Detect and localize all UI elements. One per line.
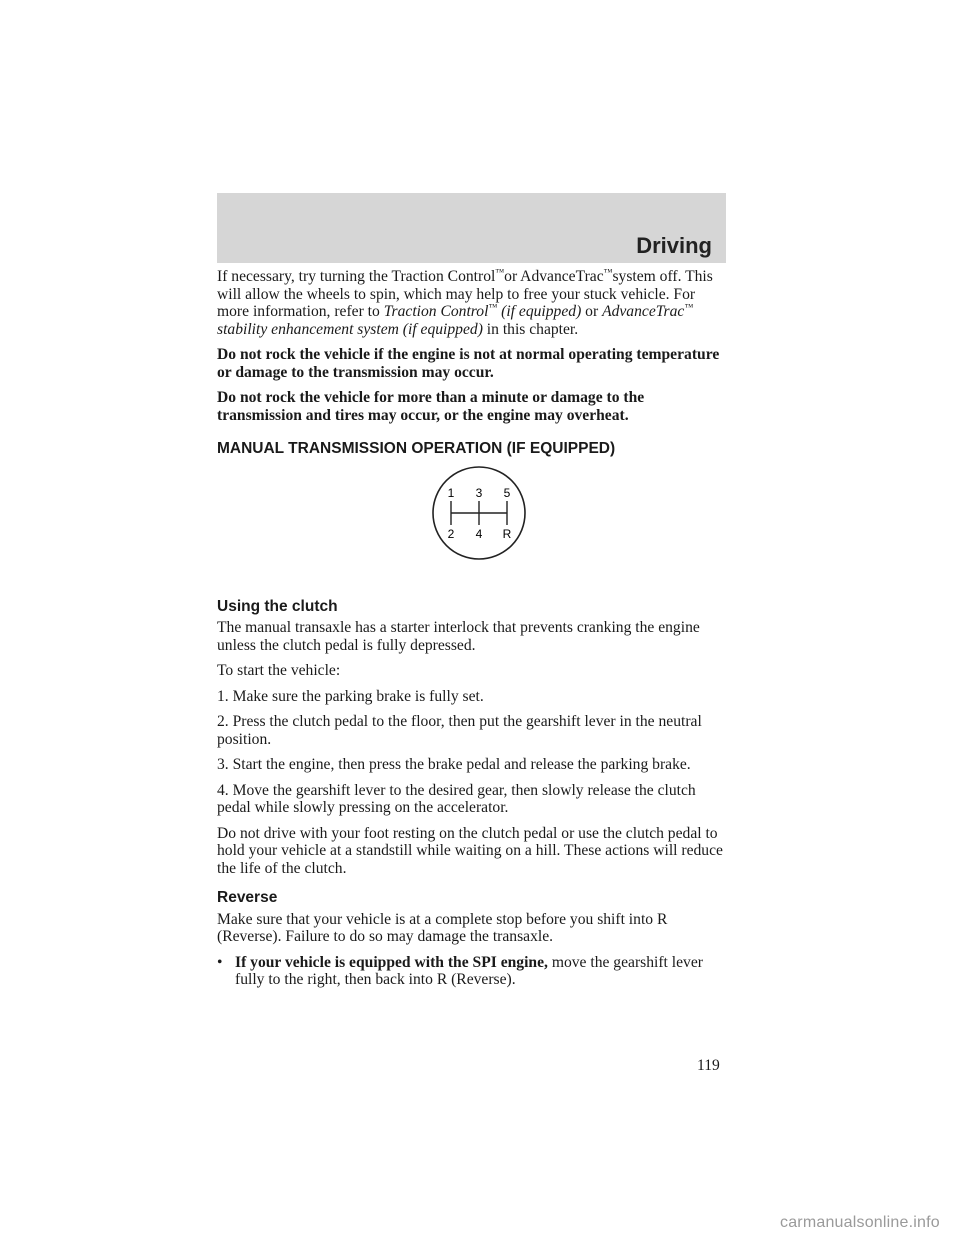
text: or AdvanceTrac [504, 268, 604, 285]
text: or [581, 303, 603, 320]
traction-paragraph [217, 268, 727, 338]
shift-knob-icon [430, 464, 530, 564]
trademark-symbol: ™ [495, 266, 505, 277]
reverse-text: Make sure that your vehicle is at a complete stop before you shift into R (Reverse). Failure to do so may damage the transaxle. [217, 910, 668, 945]
watermark[interactable]: carmanualsonline.info [780, 1214, 940, 1231]
step-2: 2. Press the clutch pedal to the floor, then put the gearshift lever in the neutral position. [217, 713, 702, 748]
shift-pattern-diagram [217, 458, 727, 598]
warning-temperature: Do not rock the vehicle if the engine is not at normal operating temperature or damage to the transmission may occur. [217, 346, 720, 381]
gear-label: 4 [475, 526, 483, 541]
text: in this chapter. [482, 320, 579, 338]
page-content [217, 268, 727, 997]
gear-label: 3 [475, 485, 483, 500]
step-3: 3. Start the engine, then press the brake pedal and release the parking brake. [217, 756, 691, 773]
ref-advancetrac: AdvanceTrac™ stability enhancement system (if equipped) [217, 301, 694, 338]
trademark-symbol: ™ [603, 266, 613, 277]
gear-label: 5 [503, 485, 511, 500]
step-4: 4. Move the gearshift lever to the desired gear, then slowly release the clutch pedal while slowly pressing on the accelerator. [217, 781, 696, 816]
warning-duration: Do not rock the vehicle for more than a minute or damage to the transmission and tires may occur, or the engine may overheat. [217, 389, 645, 424]
section-title: Driving [636, 233, 712, 258]
page-number: 119 [697, 1057, 720, 1074]
reverse-heading: Reverse [217, 889, 278, 906]
start-label: To start the vehicle: [217, 662, 341, 679]
gear-label: 1 [447, 485, 455, 500]
bullet-text: move the gearshift lever fully to the right, then back into R (Reverse). [235, 953, 703, 988]
clutch-note: Do not drive with your foot resting on the clutch pedal or use the clutch pedal to hold your vehicle at a standstill while waiting on a hill. These actions will reduce the life of the clutch. [217, 824, 723, 877]
clutch-intro: The manual transaxle has a starter interlock that prevents cranking the engine unless the clutch pedal is fully depressed. [217, 619, 700, 654]
header-band [217, 193, 726, 263]
gear-label: 2 [447, 526, 455, 541]
manual-transmission-heading: MANUAL TRANSMISSION OPERATION (IF EQUIPPED) [217, 440, 616, 457]
bullet-bold: If your vehicle is equipped with the SPI engine, [235, 953, 548, 971]
text: If necessary, try turning the Traction Control [217, 268, 496, 285]
step-1: 1. Make sure the parking brake is fully set. [217, 687, 484, 705]
using-clutch-heading: Using the clutch [217, 597, 338, 615]
gear-label: R [502, 526, 512, 541]
ref-traction-control: Traction Control™ (if equipped) [383, 301, 582, 320]
reverse-bullet [217, 954, 727, 989]
bullet-icon: • [217, 953, 223, 971]
text: system off. This will allow the wheels to spin, which may help to free your stuck vehicle. For more information, refer to [217, 268, 713, 320]
